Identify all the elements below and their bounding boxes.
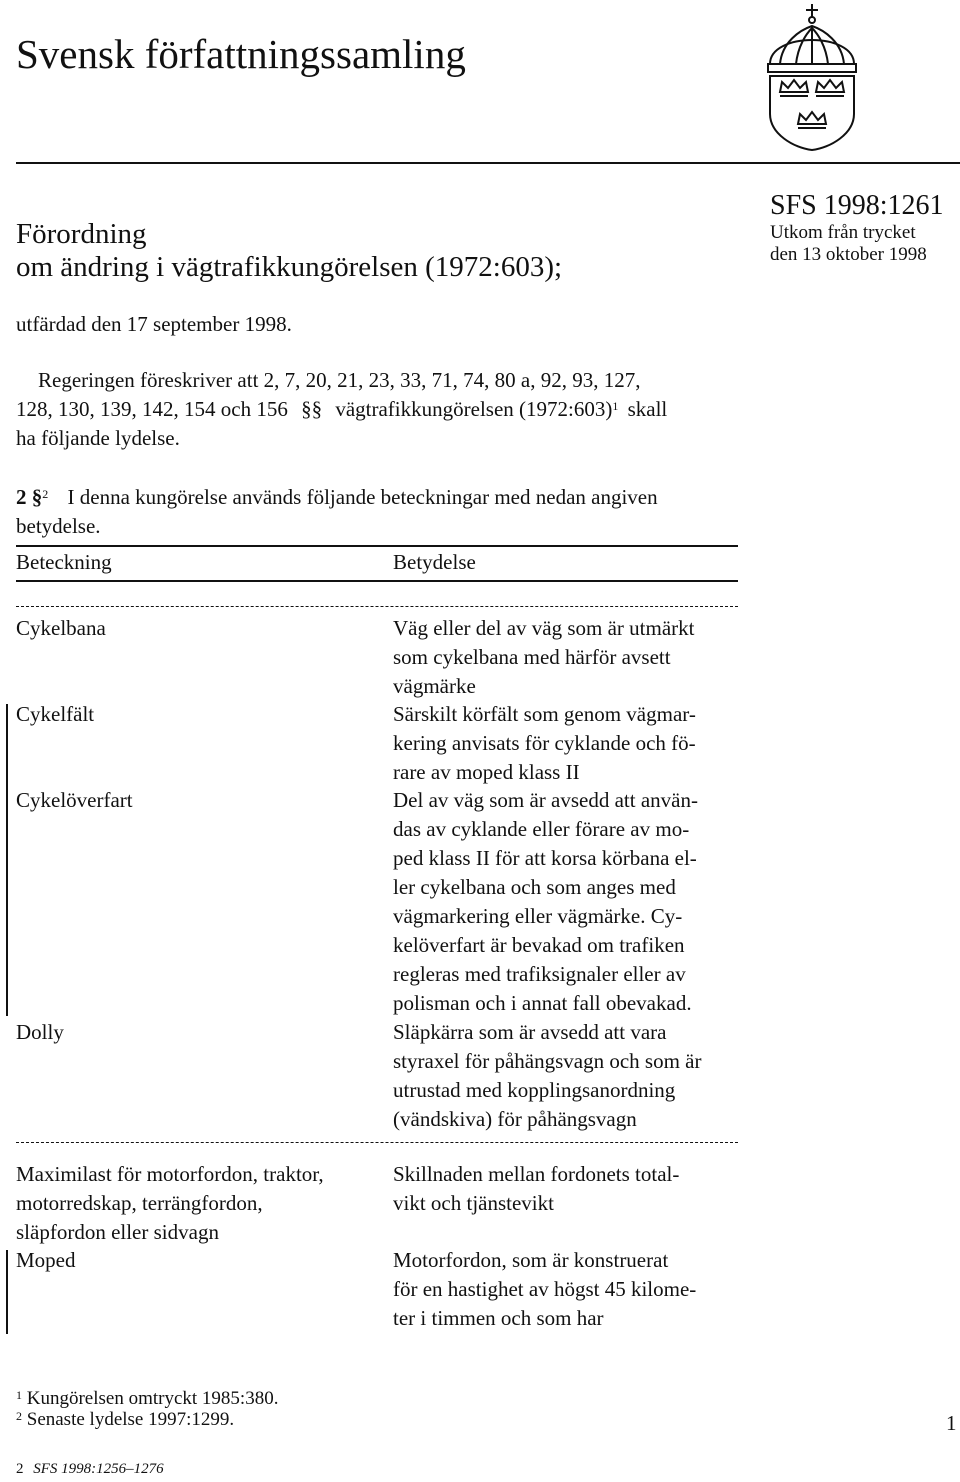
definition-line: Släpkärra som är avsedd att vara (393, 1020, 667, 1044)
table-dashed-rule (16, 606, 738, 607)
series-title: Svensk författningssamling (16, 31, 466, 77)
table-dashed-rule (16, 1142, 738, 1143)
definition-line: ler cykelbana och som anges med (393, 875, 676, 899)
definition-line: Del av väg som är avsedd att använ- (393, 788, 698, 812)
footer-reference: SFS 1998:1256–1276 (33, 1461, 164, 1477)
footnote-ref-1[interactable]: 1 (612, 399, 619, 413)
table-row-term: Dolly (16, 1020, 64, 1044)
footnote-text: Senaste lydelse 1997:1299. (26, 1409, 235, 1430)
table-row-term: Moped (16, 1248, 76, 1272)
document-title-type: Förordning (16, 218, 147, 250)
preamble-line (16, 395, 667, 424)
footer-page: 2 (16, 1461, 24, 1477)
definition-line: das av cyklande eller förare av mo- (393, 817, 690, 841)
published-line-1: Utkom från trycket (770, 222, 916, 243)
page-footer (16, 1461, 164, 1478)
definition-line: som cykelbana med härför avsett (393, 645, 671, 669)
footnote-mark: 1 (16, 1388, 22, 1402)
table-row-definition (393, 1160, 679, 1218)
term-line: motorredskap, terrängfordon, (16, 1191, 263, 1215)
preamble-line: Regeringen föreskriver att 2, 7, 20, 21, 23, 33, 71, 74, 80 a, 92, 93, 127, (38, 368, 641, 392)
definition-line: ped klass II för att korsa körbana el- (393, 846, 697, 870)
definition-line: polisman och i annat fall obevakad. (393, 991, 692, 1015)
footnote-text: Kungörelsen omtryckt 1985:380. (26, 1388, 279, 1409)
section-sign: § (31, 485, 43, 509)
document-title (16, 218, 562, 284)
definition-line: rare av moped klass II (393, 760, 580, 784)
definition-line: för en hastighet av högst 45 kilome- (393, 1277, 697, 1301)
definition-line: Väg eller del av väg som är utmärkt (393, 616, 695, 640)
section-sign: §§ (301, 397, 323, 421)
definition-line: vikt och tjänstevikt (393, 1191, 554, 1215)
table-row-term: Cykelöverfart (16, 788, 133, 812)
published-line-2: den 13 oktober 1998 (770, 244, 927, 265)
definition-line: vägmarkering eller vägmärke. Cy- (393, 904, 683, 928)
section-2-line: betydelse. (16, 514, 101, 538)
table-header-term: Beteckning (16, 550, 112, 574)
section-2-text: I denna kungörelse används följande beteckningar med nedan angiven (67, 485, 658, 509)
table-row-definition (393, 1018, 702, 1134)
table-header-meaning: Betydelse (393, 550, 476, 574)
footnote (16, 1409, 278, 1430)
footnote-ref-2[interactable]: 2 (42, 487, 49, 501)
document-title-subject: om ändring i vägtrafikkungörelsen (1972:603); (16, 251, 563, 283)
footnotes (16, 1388, 278, 1430)
change-bar (6, 704, 8, 1016)
footnote-mark: 2 (16, 1409, 22, 1423)
footnote (16, 1388, 278, 1409)
definition-line: styraxel för påhängsvagn och som är (393, 1049, 702, 1073)
term-line: släpfordon eller sidvagn (16, 1220, 219, 1244)
header-rule (16, 162, 960, 164)
section-2-line (16, 483, 658, 512)
table-row-definition (393, 614, 739, 701)
page-number: 1 (946, 1411, 957, 1435)
crest-icon (760, 2, 864, 152)
definition-line: Skillnaden mellan fordonets total- (393, 1162, 680, 1186)
definition-line: (vändskiva) för påhängsvagn (393, 1107, 637, 1131)
definition-line: regleras med trafiksignaler eller av (393, 962, 686, 986)
table-row-definition (393, 1246, 696, 1333)
preamble-regulation: vägtrafikkungörelsen (1972:603) (335, 397, 613, 421)
section-number: 2 (16, 485, 27, 509)
definition-line: ter i timmen och som har (393, 1306, 604, 1330)
preamble (16, 366, 667, 453)
definition-line: Motorfordon, som är konstruerat (393, 1248, 669, 1272)
table-row-term (16, 1160, 324, 1247)
table-row-definition (393, 700, 696, 787)
preamble-shall: skall (627, 397, 668, 421)
change-bar (6, 1250, 8, 1334)
table-header-rule (16, 580, 738, 582)
sfs-number: SFS 1998:1261 (770, 190, 944, 221)
preamble-line: ha följande lydelse. (16, 426, 180, 450)
preamble-sections: 128, 130, 139, 142, 154 och 156 (16, 397, 288, 421)
table-row-term: Cykelfält (16, 702, 95, 726)
table-top-rule (16, 545, 738, 547)
section-2 (16, 483, 658, 541)
definition-line: Särskilt körfält som genom vägmar- (393, 702, 696, 726)
table-row-term: Cykelbana (16, 616, 106, 640)
definition-line: utrustad med kopplingsanordning (393, 1078, 676, 1102)
definition-line: vägmärke (393, 674, 476, 698)
term-line: Maximilast för motorfordon, traktor, (16, 1162, 324, 1186)
issued-date: utfärdad den 17 september 1998. (16, 312, 292, 336)
definition-line: kering anvisats för cyklande och fö- (393, 731, 696, 755)
table-row-definition (393, 786, 698, 1018)
definition-line: kelöverfart är bevakad om trafiken (393, 933, 685, 957)
sfs-block (770, 190, 944, 266)
